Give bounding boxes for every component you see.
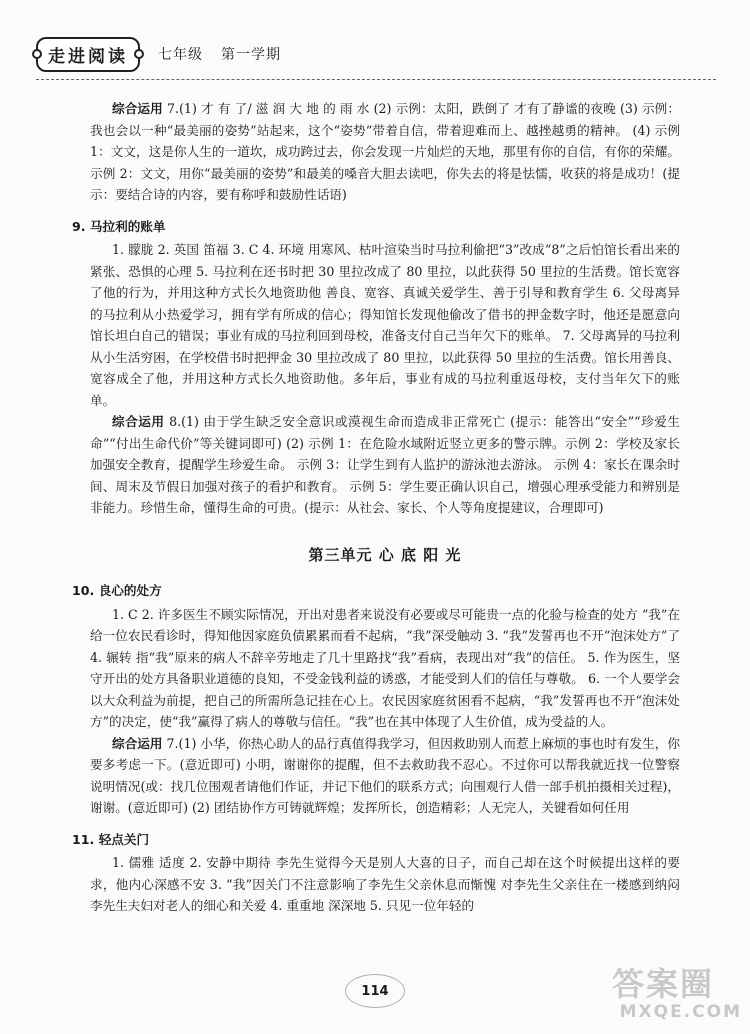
paragraph-comprehensive-8 bbox=[90, 98, 680, 206]
grade-label: 七年级 bbox=[158, 47, 203, 63]
term-label: 第一学期 bbox=[221, 47, 281, 63]
watermark-en: MXQE.COM bbox=[619, 1002, 742, 1022]
watermark-logo bbox=[612, 966, 742, 1028]
header-divider bbox=[36, 79, 716, 80]
paragraph-answers-9: 1. 朦胧 2. 英国 笛福 3. C 4. 环境 用寒风、枯叶渲染当时马拉利偷把“3”改成“8”之后怕馆长看出来的紧张、恐惧的心理 5. 马拉利在还书时把 30 里拉改成了 80 里拉，以此获得 50 里拉的生活费。馆长宽容了他的行为，并用这种方式长久地资助他 善良、宽容、真诚关爱学生、善于引导和教育学生 6. 父母离异的马拉利从小热爱学习，拥有学有所成的信心；得知馆长发现他偷改了借书的押金数字时，他还是愿意向馆长坦白自己的错误；事业有成的马拉利回到母校，准备支付自己当年欠下的账单。 7. 父母离异的马拉利从小生活穷困，在学校借书时把押金 30 里拉改成了 80 里拉，以此获得 50 里拉的生活费。馆长用善良、宽容成全了他，并用这种方式长久地资助他。多年后，事业有成的马拉利重返母校，支付当年欠下的账单。 bbox=[90, 242, 680, 408]
paragraph-comprehensive-9 bbox=[90, 411, 680, 519]
page-number bbox=[345, 974, 405, 1008]
page-number-text: 114 bbox=[361, 983, 389, 999]
watermark-cn: 答案圈 bbox=[612, 965, 715, 1003]
answer-content bbox=[72, 98, 681, 917]
paragraph-text: 8.(1) 由于学生缺乏安全意识或漠视生命而造成非正常死亡 (提示：能答出“安全”“珍爱生命”“付出生命代价”等关键词即可) (2) 示例 1：在危险水域附近竖立更多的警示牌。示例 2：学校及家长加强安全教育，提醒学生珍爱生命。 示例 3：让学生到有人监护的游泳池去游泳。 示例 4：家长在课余时间、周末及节假日加强对孩子的看护和教育。 示例 5：学生要正确认识自己，增强心理承受能力和辨别是非能力。珍惜生命，懂得生命的可贵。(提示：从社会、家长、个人等角度提建议，合理即可) bbox=[90, 414, 680, 515]
label-comprehensive: 综合运用 bbox=[112, 414, 165, 429]
book-title: 走进阅读 bbox=[36, 37, 140, 72]
section-heading-10: 10. 良心的处方 bbox=[72, 583, 162, 598]
unit-heading: 第三单元 心 底 阳 光 bbox=[308, 545, 462, 564]
paragraph-answers-11: 1. 儒雅 适度 2. 安静中期待 李先生觉得今天是别人大喜的日子，而自己却在这个时候提出这样的要求，他内心深感不安 3. “我”因关门不注意影响了李先生父亲休息而惭愧 对李先生父亲住在一楼感到纳闷 李先生夫妇对老人的细心和关爱 4. 重重地 深深地 5. 只见一位年轻的 bbox=[90, 855, 680, 913]
page-header bbox=[36, 34, 281, 74]
page-number-ring bbox=[345, 974, 405, 1008]
section-heading-11: 11. 轻点关门 bbox=[72, 831, 150, 847]
paragraph-answers-10: 1. C 2. 许多医生不顾实际情况，开出对患者来说没有必要或尽可能贵一点的化验与检查的处方 “我”在给一位农民看诊时，得知他因家庭负债累累而看不起病，“我”深受触动 3. “我”发誓再也不开“泡沫处方”了 4. 辗转 指“我”原来的病人不辞辛劳地走了几十里路找“我”看病，表现出对“我”的信任。 5. 作为医生，坚守开出的处方具备职业道德的良知，不受金钱利益的诱惑，才能受到人们的信任与尊敬。 6. 一个人要学会以大众利益为前提，把自己的所需所急记挂在心上。农民因家庭贫困看不起病，“我”发誓再也不开“泡沫处方”的决定，使“我”赢得了病人的尊敬与信任。“我”也在其中体现了人生价值，成为受益的人。 bbox=[90, 606, 680, 729]
paragraph-text: 7.(1) 才 有 了/ 滋 润 大 地 的 雨 水 (2) 示例：太阳，跌倒了 才有了静谧的夜晚 (3) 示例：我也会以一种“最美丽的姿势”站起来，这个“姿势”带着自信，带着迎难而上、越挫越勇的精神。 (4) 示例 1：文文，这是你人生的一道坎，成功跨过去，你会发现一片灿烂的天地，那里有你的自信，有你的荣耀。 示例 2：文文，用你“最美丽的姿势”和最美的嗓音大胆去读吧，你失去的将是怯懦，收获的将是成功！(提示：要结合诗的内容，要有称呼和鼓励性话语) bbox=[90, 101, 680, 202]
paragraph-text: 7.(1) 小华，你热心助人的品行真值得我学习，但因救助别人而惹上麻烦的事也时有发生，你要多考虑一下。(意近即可) 小明，谢谢你的提醒，但不去救助我不忍心。不过你可以帮我就近找一位警察说明情况(或：找几位围观者请他们作证，并记下他们的联系方式；向围观行人借一部手机拍摄相关过程)，谢谢。(意近即可) (2) 团结协作方可铸就辉煌；发挥所长，创造精彩；人无完人，关键看如何任用 bbox=[90, 735, 681, 815]
paragraph-comprehensive-10 bbox=[90, 733, 680, 819]
label-comprehensive: 综合运用 bbox=[112, 101, 163, 116]
section-heading-9: 9. 马拉利的账单 bbox=[72, 218, 166, 234]
label-comprehensive: 综合运用 bbox=[112, 735, 163, 751]
